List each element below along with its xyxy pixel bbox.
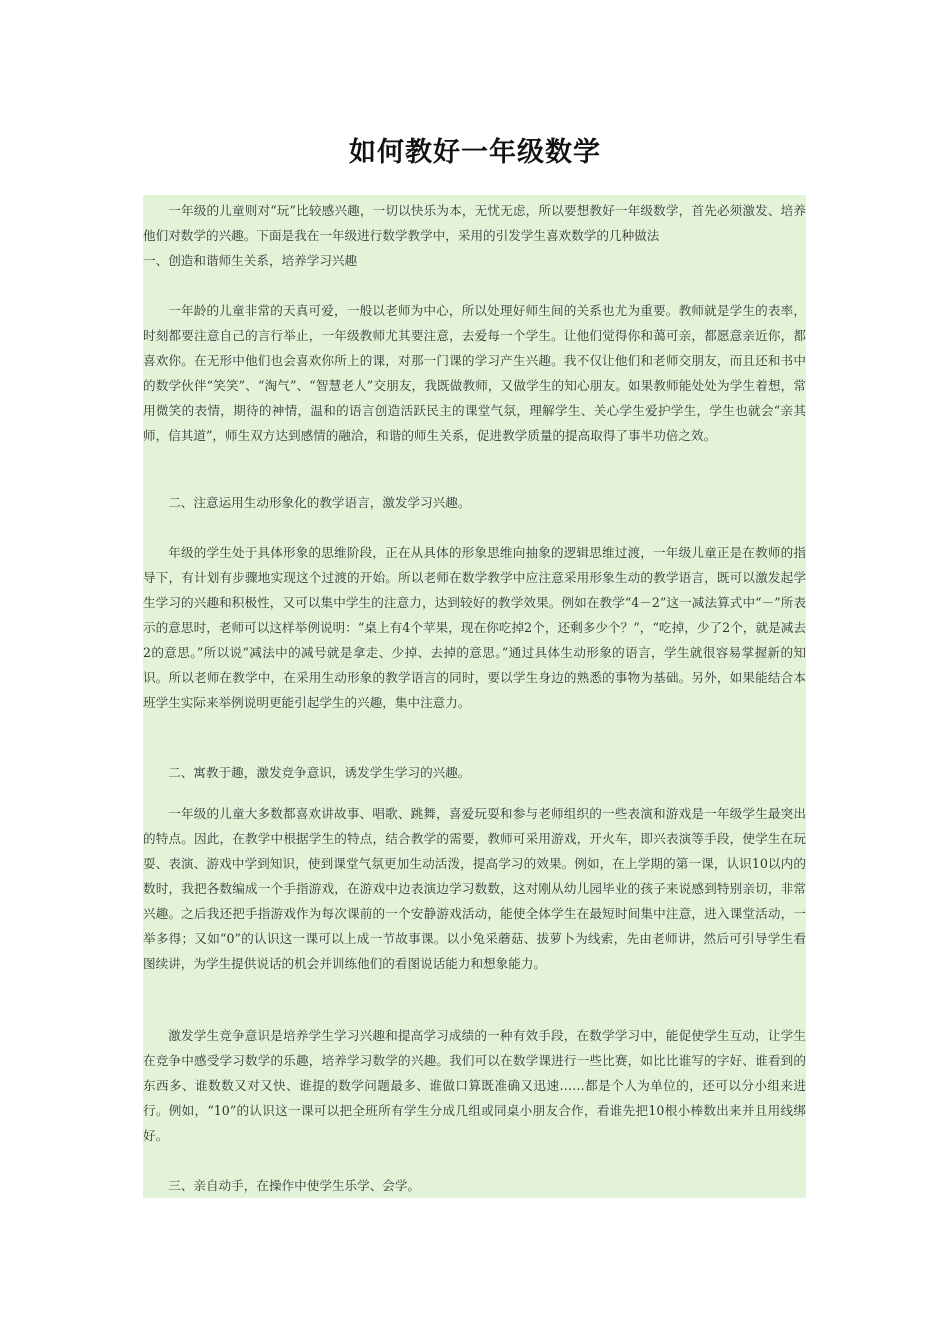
paragraph-intro: 一年级的儿童则对“玩”比较感兴趣，一切以快乐为本，无忧无虑，所以要想教好一年级数学，首先必须激发、培养他们对数学的兴趣。下面是我在一年级进行数学教学中，采用的引发学生喜欢数学的几种做法	[143, 203, 806, 243]
section-heading-1: 一、创造和谐师生关系，培养学习兴趣	[143, 253, 358, 268]
section-heading-2: 二、注意运用生动形象化的教学语言，激发学习兴趣。	[168, 495, 471, 510]
section-heading-3: 二、寓教于趣，激发竞争意识，诱发学生学习的兴趣。	[168, 765, 471, 780]
article-body	[143, 195, 806, 1198]
paragraph-games: 一年级的儿童大多数都喜欢讲故事、唱歌、跳舞，喜爱玩耍和参与老师组织的一些表演和游戏是一年级学生最突出的特点。因此，在教学中根据学生的特点，结合教学的需要，教师可采用游戏，开火车，即兴表演等手段，使学生在玩耍、表演、游戏中学到知识，使到课堂气氛更加生动活泼，提高学习的效果。例如，在上学期的第一课，认识10以内的数时，我把各数编成一个手指游戏，在游戏中边表演边学习数数，这对刚从幼儿园毕业的孩子来说感到特别亲切，非常兴趣。之后我还把手指游戏作为每次课前的一个安静游戏活动，能使全体学生在最短时间集中注意，进入课堂活动，一举多得；又如“0”的认识这一课可以上成一节故事课。以小兔采蘑菇、拔萝卜为线索，先由老师讲，然后可引导学生看图续讲，为学生提供说话的机会并训练他们的看图说话能力和想象能力。	[143, 806, 806, 971]
page-title: 如何教好一年级数学	[349, 137, 601, 168]
section-heading-4: 三、亲自动手，在操作中使学生乐学、会学。	[168, 1178, 421, 1193]
paragraph-competition: 激发学生竞争意识是培养学生学习兴趣和提高学习成绩的一种有效手段，在数学学习中，能促使学生互动，让学生在竞争中感受学习数学的乐趣，培养学习数学的兴趣。我们可以在数学课进行一些比赛，如比比谁写的字好、谁看到的东西多、谁数数又对又快、谁提的数学问题最多、谁做口算既准确又迅速……都是个人为单位的，还可以分小组来进行。例如，“10”的认识这一课可以把全班所有学生分成几组或同桌小朋友合作，看谁先把10根小棒数出来并且用线绑好。	[143, 1028, 806, 1143]
paragraph-language: 年级的学生处于具体形象的思维阶段，正在从具体的形象思维向抽象的逻辑思维过渡，一年级儿童正是在教师的指导下，有计划有步骤地实现这个过渡的开始。所以老师在数学教学中应注意采用形象生动的教学语言，既可以激发起学生学习的兴趣和积极性，又可以集中学生的注意力，达到较好的教学效果。例如在教学“4－2”这一减法算式中“－”所表示的意思时，老师可以这样举例说明：“桌上有4个苹果，现在你吃掉2个，还剩多少个？”，“吃掉，少了2个，就是减去2的意思。”所以说“减法中的减号就是拿走、少掉、去掉的意思。”通过具体生动形象的语言，学生就很容易掌握新的知识。所以老师在教学中，在采用生动形象的教学语言的同时，要以学生身边的熟悉的事物为基础。另外，如果能结合本班学生实际来举例说明更能引起学生的兴趣，集中注意力。	[143, 545, 806, 710]
paragraph-teacher-student: 一年龄的儿童非常的天真可爱，一般以老师为中心，所以处理好师生间的关系也尤为重要。教师就是学生的表率，时刻都要注意自己的言行举止，一年级教师尤其要注意，去爱每一个学生。让他们觉得你和蔼可亲，都愿意亲近你，都喜欢你。在无形中他们也会喜欢你所上的课，对那一门课的学习产生兴趣。我不仅让他们和老师交朋友，而且还和书中的数学伙伴“笑笑”、“淘气”、“智慧老人”交朋友，我既做教师，又做学生的知心朋友。如果教师能处处为学生着想，常用微笑的表情，期待的神情，温和的语言创造活跃民主的课堂气氛，理解学生、关心学生爱护学生，学生也就会“亲其师，信其道”，师生双方达到感情的融洽，和谐的师生关系，促进教学质量的提高取得了事半功倍之效。	[143, 303, 806, 443]
